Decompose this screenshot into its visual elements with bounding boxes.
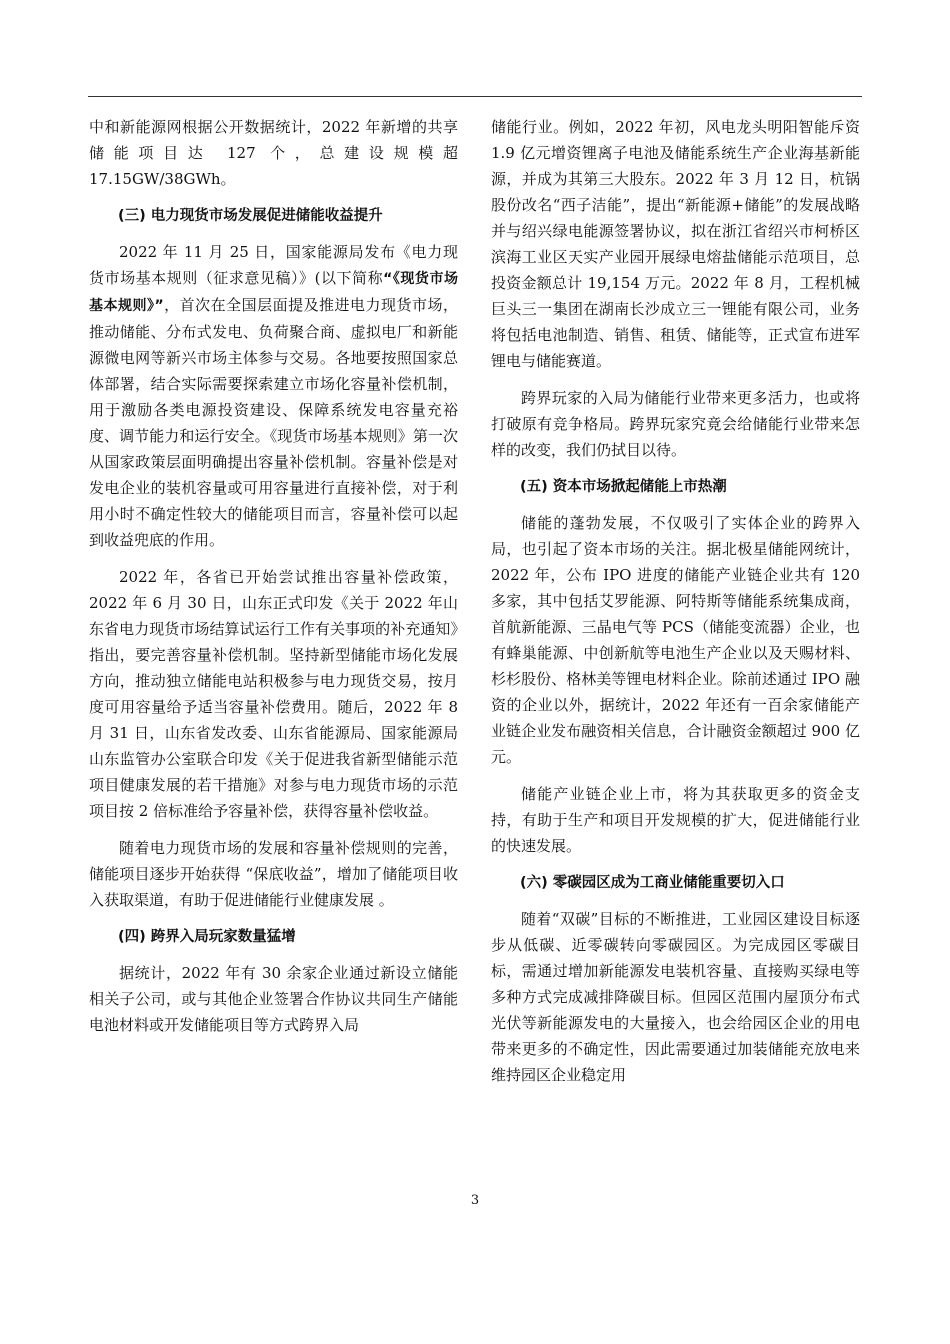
paragraph-text: ，首次在全国层面提及推进电力现货市场，推动储能、分布式发电、负荷聚合商、虚拟电厂和新能源微电网等新兴市场主体参与交易。各地要按照国家总体部署，结合实际需要探索建立市场化容量补偿机制，用于激励各类电源投资建设、保障系统发电容量充裕度、调节能力和运行安全。《现货市场基本规则》第一次从国家政策层面明确提出容量补偿机制。容量补偿是对发电企业的装机容量或可用容量进行直接补偿，对于利用小时不确定性较大的储能项目而言，容量补偿可以起到收益兜底的作用。 [89, 296, 458, 549]
left-column [89, 114, 458, 1049]
paragraph: 储能的蓬勃发展，不仅吸引了实体企业的跨界入局，也引起了资本市场的关注。据北极星储能网统计，2022 年，公布 IPO 进度的储能产业链企业共有 120 多家，其中包括艾罗能源、阿特斯等储能系统集成商，首航新能源、三晶电气等 PCS（储能变流器）企业，也有蜂巢能源、中创新航等电池生产企业以及天赐材料、杉杉股份、格林美等锂电材料企业。除前述通过 IPO 融资的企业以外，据统计，2022 年还有一百余家储能产业链企业发布融资相关信息，合计融资金额超过 900 亿元。 [491, 514, 860, 766]
section-heading-5: (五) 资本市场掀起储能上市热潮 [520, 479, 727, 495]
paragraph: 跨界玩家的入局为储能行业带来更多活力，也或将打破原有竞争格局。跨界玩家究竟会给储能行业带来怎样的改变，我们仍拭目以待。 [491, 389, 860, 459]
right-column [491, 114, 860, 1099]
section-heading-6: (六) 零碳园区成为工商业储能重要切入口 [520, 875, 785, 891]
header-rule [88, 96, 862, 97]
paragraph: 随着“双碳”目标的不断推进，工业园区建设目标逐步从低碳、近零碳转向零碳园区。为完成园区零碳目标，需通过增加新能源发电装机容量、直接购买绿电等多种方式完成减排降碳目标。但园区范围内屋顶分布式光伏等新能源发电的大量接入，也会给园区企业的用电带来更多的不确定性，因此需要通过加装储能充放电来维持园区企业稳定用 [491, 910, 860, 1084]
paragraph-text: 2022 年 11 月 25 日，国家能源局发布《电力现货市场基本规则（征求意见稿）》(以下简称 [89, 243, 458, 287]
section-heading-3: (三) 电力现货市场发展促进储能收益提升 [118, 208, 383, 224]
paragraph [89, 239, 458, 553]
paragraph: 据统计，2022 年有 30 余家企业通过新设立储能相关子公司，或与其他企业签署合作协议共同生产储能电池材料或开发储能项目等方式跨界入局 [89, 964, 458, 1034]
paragraph: 随着电力现货市场的发展和容量补偿规则的完善，储能项目逐步开始获得 “保底收益”，增加了储能项目收入获取渠道，有助于促进储能行业健康发展 。 [89, 839, 458, 909]
paragraph: 储能产业链企业上市，将为其获取更多的资金支持，有助于生产和项目开发规模的扩大，促进储能行业的快速发展。 [491, 785, 860, 855]
section-heading-4: (四) 跨界入局玩家数量猛增 [118, 929, 296, 945]
paragraph: 储能行业。例如，2022 年初，风电龙头明阳智能斥资 1.9 亿元增资锂离子电池及储能系统生产企业海基新能源，并成为其第三大股东。2022 年 3 月 12 日，杭锅股份改名“西子洁能”，提出“新能源+储能”的发展战略并与绍兴绿电能源签署协议，拟在浙江省绍兴市柯桥区滨海工业区天实产业园开展绿电熔盐储能示范项目，总投资金额总计 19,154 万元。2022 年 8 月，工程机械巨头三一集团在湖南长沙成立三一锂能有限公司，业务将包括电池制造、销售、租赁、储能等，正式宣布进军锂电与储能赛道。 [491, 118, 860, 370]
page-number: 3 [470, 1193, 480, 1208]
paragraph: 中和新能源网根据公开数据统计，2022 年新增的共享储能项目达 127 个，总建设规模超 17.15GW/38GWh。 [89, 118, 458, 188]
bold-term: “《现货市场基本规则》” [89, 271, 458, 314]
paragraph: 2022 年，各省已开始尝试推出容量补偿政策，2022 年 6 月 30 日，山东正式印发《关于 2022 年山东省电力现货市场结算试运行工作有关事项的补充通知》指出，要完善容量补偿机制。坚持新型储能市场化发展方向，推动独立储能电站积极参与电力现货交易，按月度可用容量给予适当容量补偿费用。随后，2022 年 8 月 31 日，山东省发改委、山东省能源局、国家能源局山东监管办公室联合印发《关于促进我省新型储能示范项目健康发展的若干措施》对参与电力现货市场的示范项目按 2 倍标准给予容量补偿，获得容量补偿收益。 [89, 568, 458, 820]
